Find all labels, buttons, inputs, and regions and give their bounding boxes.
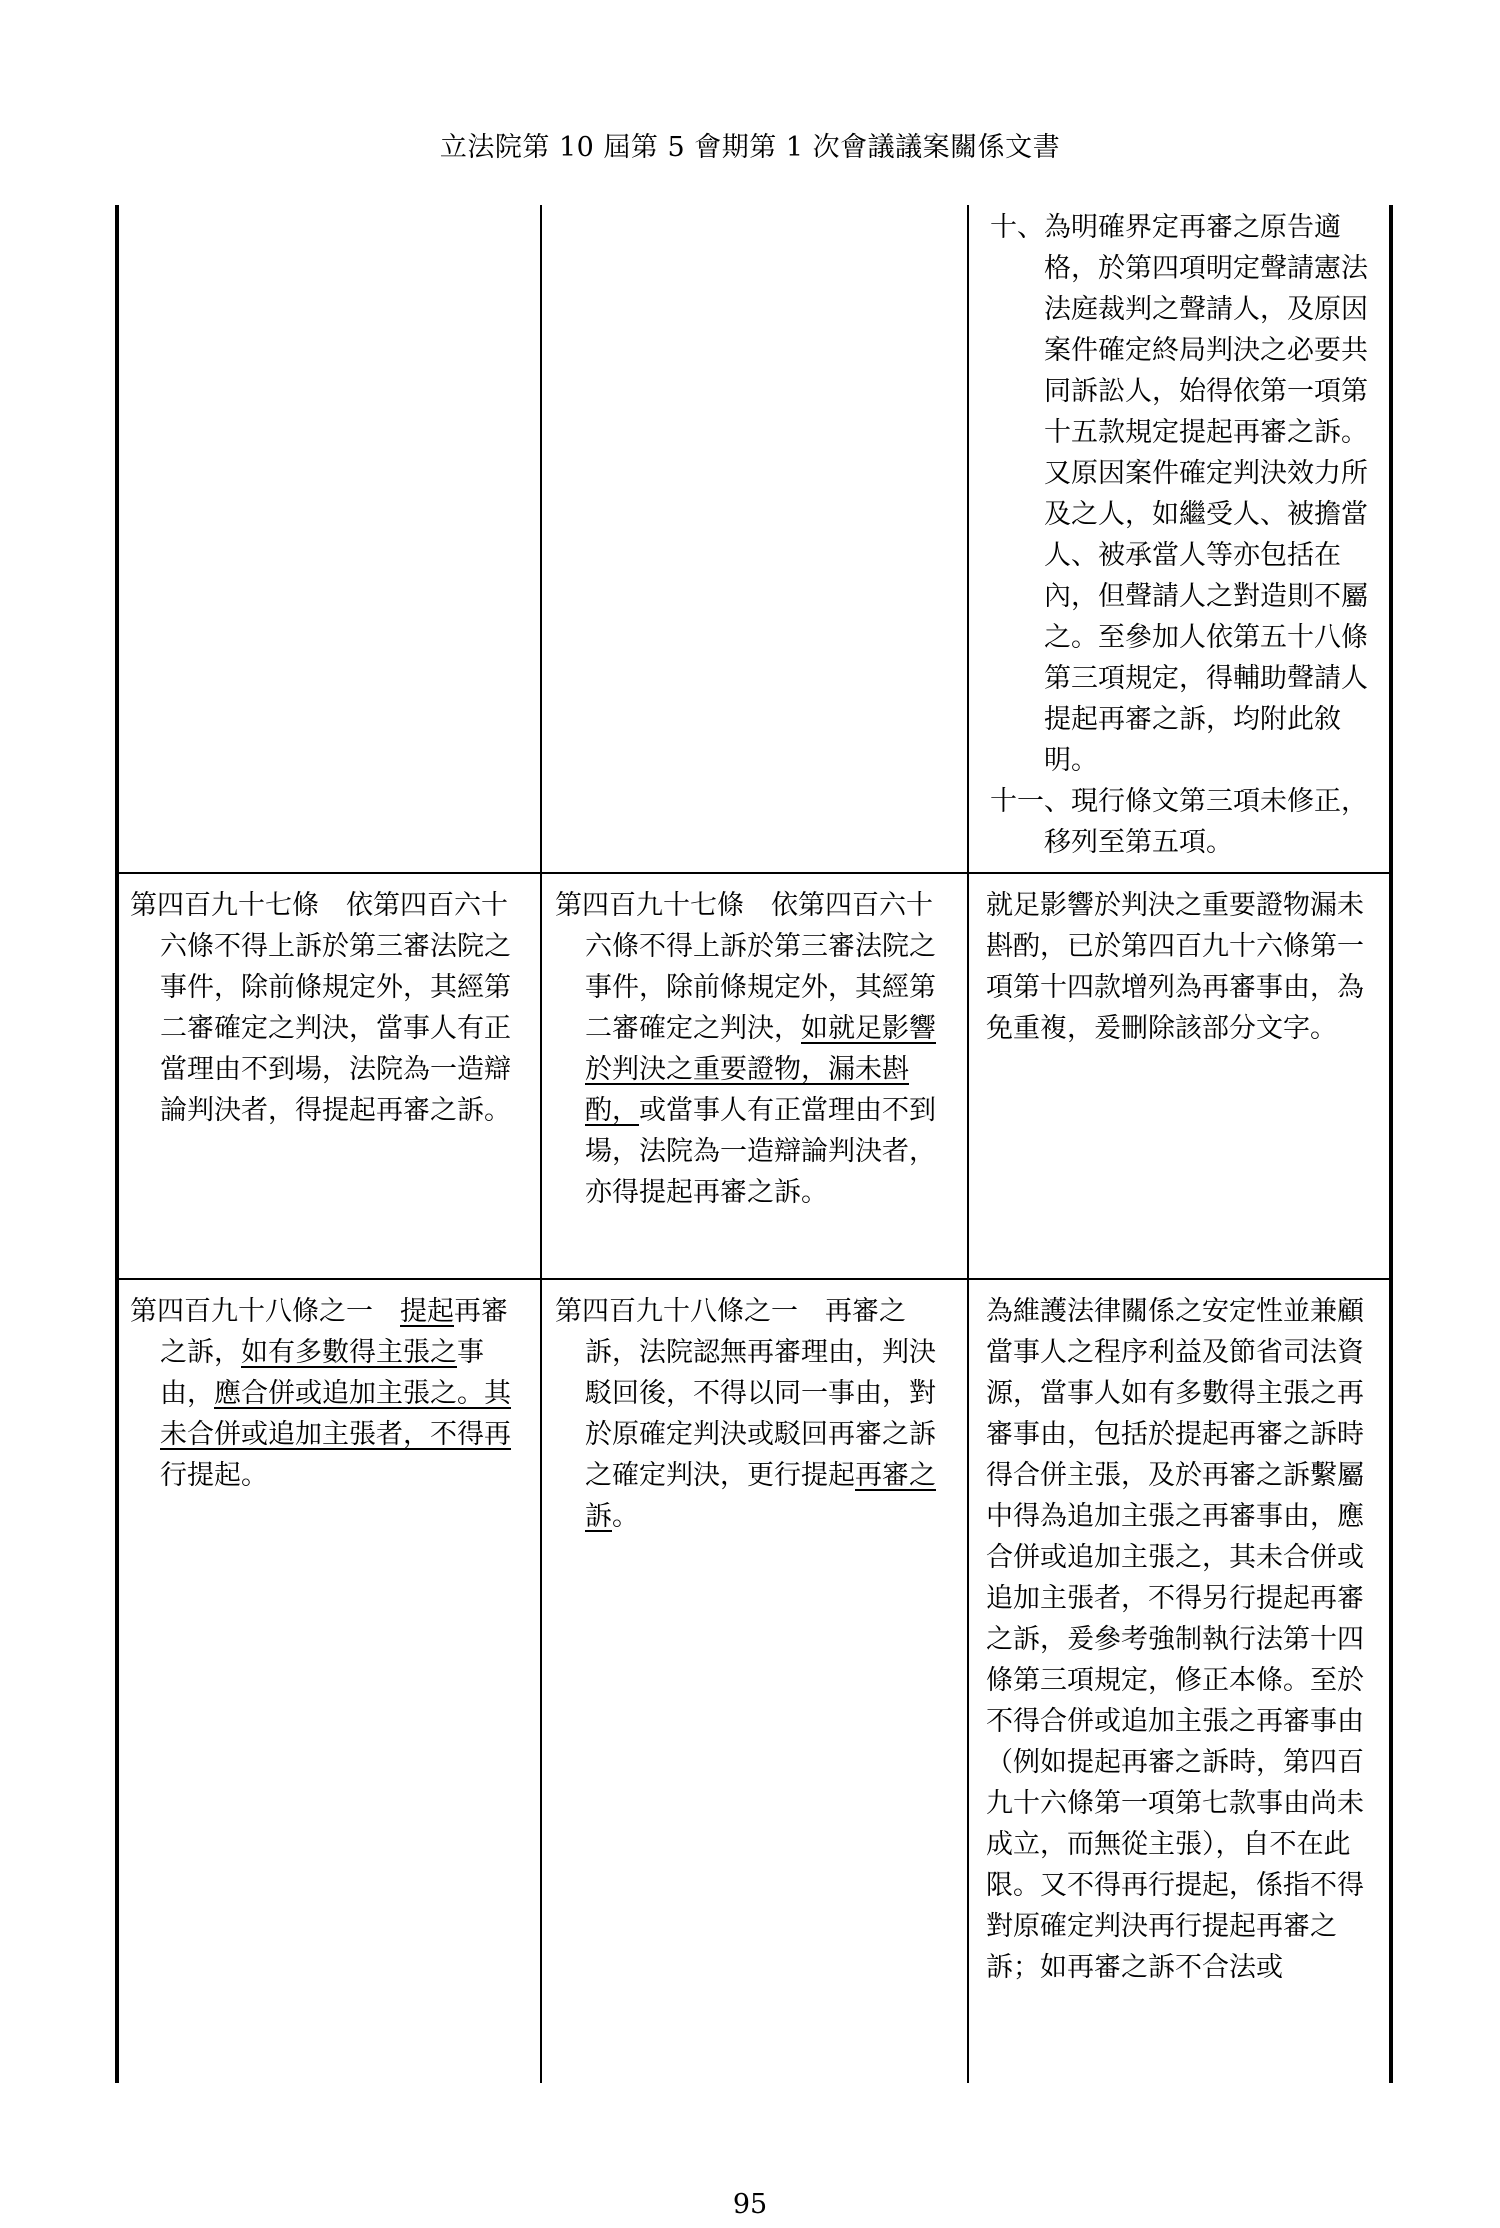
document-header: 立法院第 10 屆第 5 會期第 1 次會議議案關係文書: [439, 132, 1061, 163]
underlined-amendment-text: 應合併或追加主張之。其未合併或追加主張者，不得再: [160, 1378, 511, 1450]
table-right-border: [1389, 205, 1393, 2083]
row2-amended-text-cell: [130, 1291, 528, 1496]
page-number: 95: [732, 2189, 768, 2220]
cell-paragraph: 為維護法律關係之安定性並兼顧當事人之程序利益及節省司法資源，當事人如有多數得主張之再審事由，包括於提起再審之訴時得合併主張，及於再審之訴繫屬中得為追加主張之再審事由，應合併或追加主張之，其未合併或追加主張者，不得另行提起再審之訴，爰參考強制執行法第十四條第三項規定，修正本條。至於不得合併或追加主張之再審事由（例如提起再審之訴時，第四百九十六條第一項第七款事由尚未成立，而無從主張），自不在此限。又不得再行提起，係指不得對原確定判決再行提起再審之訴；如再審之訴不合法或: [986, 1296, 1364, 1983]
row2-current-text-cell: [555, 1291, 953, 1537]
cell-paragraph: 就足影響於判決之重要證物漏未斟酌，已於第四百九十六條第一項第十四款增列為再審事由，為免重複，爰刪除該部分文字。: [986, 890, 1364, 1044]
text-segment: 第四百九十八條之一 再審之訴，法院認無再審理由，判決駁回後，不得以同一事由，對於原確定判決或駁回再審之訴之確定判決，更行提起: [555, 1296, 936, 1491]
cell-paragraph: [130, 1291, 528, 1496]
row0-explanation-cell: [990, 207, 1376, 863]
cell-paragraph: 十一、現行條文第三項未修正，移列至第五項。: [990, 786, 1368, 858]
text-segment: 第四百九十七條 依第四百六十六條不得上訴於第三審法院之事件，除前條規定外，其經第二審確定之判決，: [555, 890, 936, 1044]
text-segment: 或當事人有正當理由不到場，法院為一造辯論判決者，亦得提起再審之訴。: [585, 1095, 936, 1208]
row1-current-text-cell: [555, 885, 953, 1213]
row2-explanation-cell: [986, 1291, 1378, 1988]
text-segment: 事由，: [160, 1337, 484, 1409]
underlined-amendment-text: 如有多數得主張之: [241, 1337, 457, 1368]
cell-paragraph: [130, 885, 528, 1131]
table-column-divider: [967, 205, 969, 2083]
cell-paragraph: [555, 1291, 953, 1537]
underlined-amendment-text: 提起: [400, 1296, 454, 1327]
comparison-table: [115, 205, 1393, 2083]
row1-amended-text-cell: [130, 885, 528, 1131]
text-segment: 行提起。: [160, 1460, 268, 1491]
text-segment: 再審之訴，: [160, 1296, 508, 1368]
table-left-border: [115, 205, 119, 2083]
text-segment: 。: [612, 1501, 639, 1532]
cell-paragraph: [555, 885, 953, 1213]
underlined-amendment-text: 再審之訴: [585, 1460, 936, 1532]
row1-explanation-cell: [986, 885, 1378, 1049]
table-column-divider: [540, 205, 542, 2083]
row-divider: [115, 1278, 1393, 1280]
text-segment: 第四百九十七條 依第四百六十六條不得上訴於第三審法院之事件，除前條規定外，其經第二審確定之判決，當事人有正當理由不到場，法院為一造辯論判決者，得提起再審之訴。: [130, 890, 511, 1126]
text-segment: 第四百九十八條之一: [130, 1296, 400, 1327]
underlined-amendment-text: 如就足影響於判決之重要證物，漏未斟酌，: [585, 1013, 936, 1126]
row-divider: [115, 872, 1393, 874]
cell-paragraph: 十、為明確界定再審之原告適格，於第四項明定聲請憲法法庭裁判之聲請人，及原因案件確定終局判決之必要共同訴訟人，始得依第一項第十五款規定提起再審之訴。又原因案件確定判決效力所及之人，如繼受人、被擔當人、被承當人等亦包括在內，但聲請人之對造則不屬之。至參加人依第五十八條第三項規定，得輔助聲請人提起再審之訴，均附此敘明。: [990, 212, 1368, 776]
